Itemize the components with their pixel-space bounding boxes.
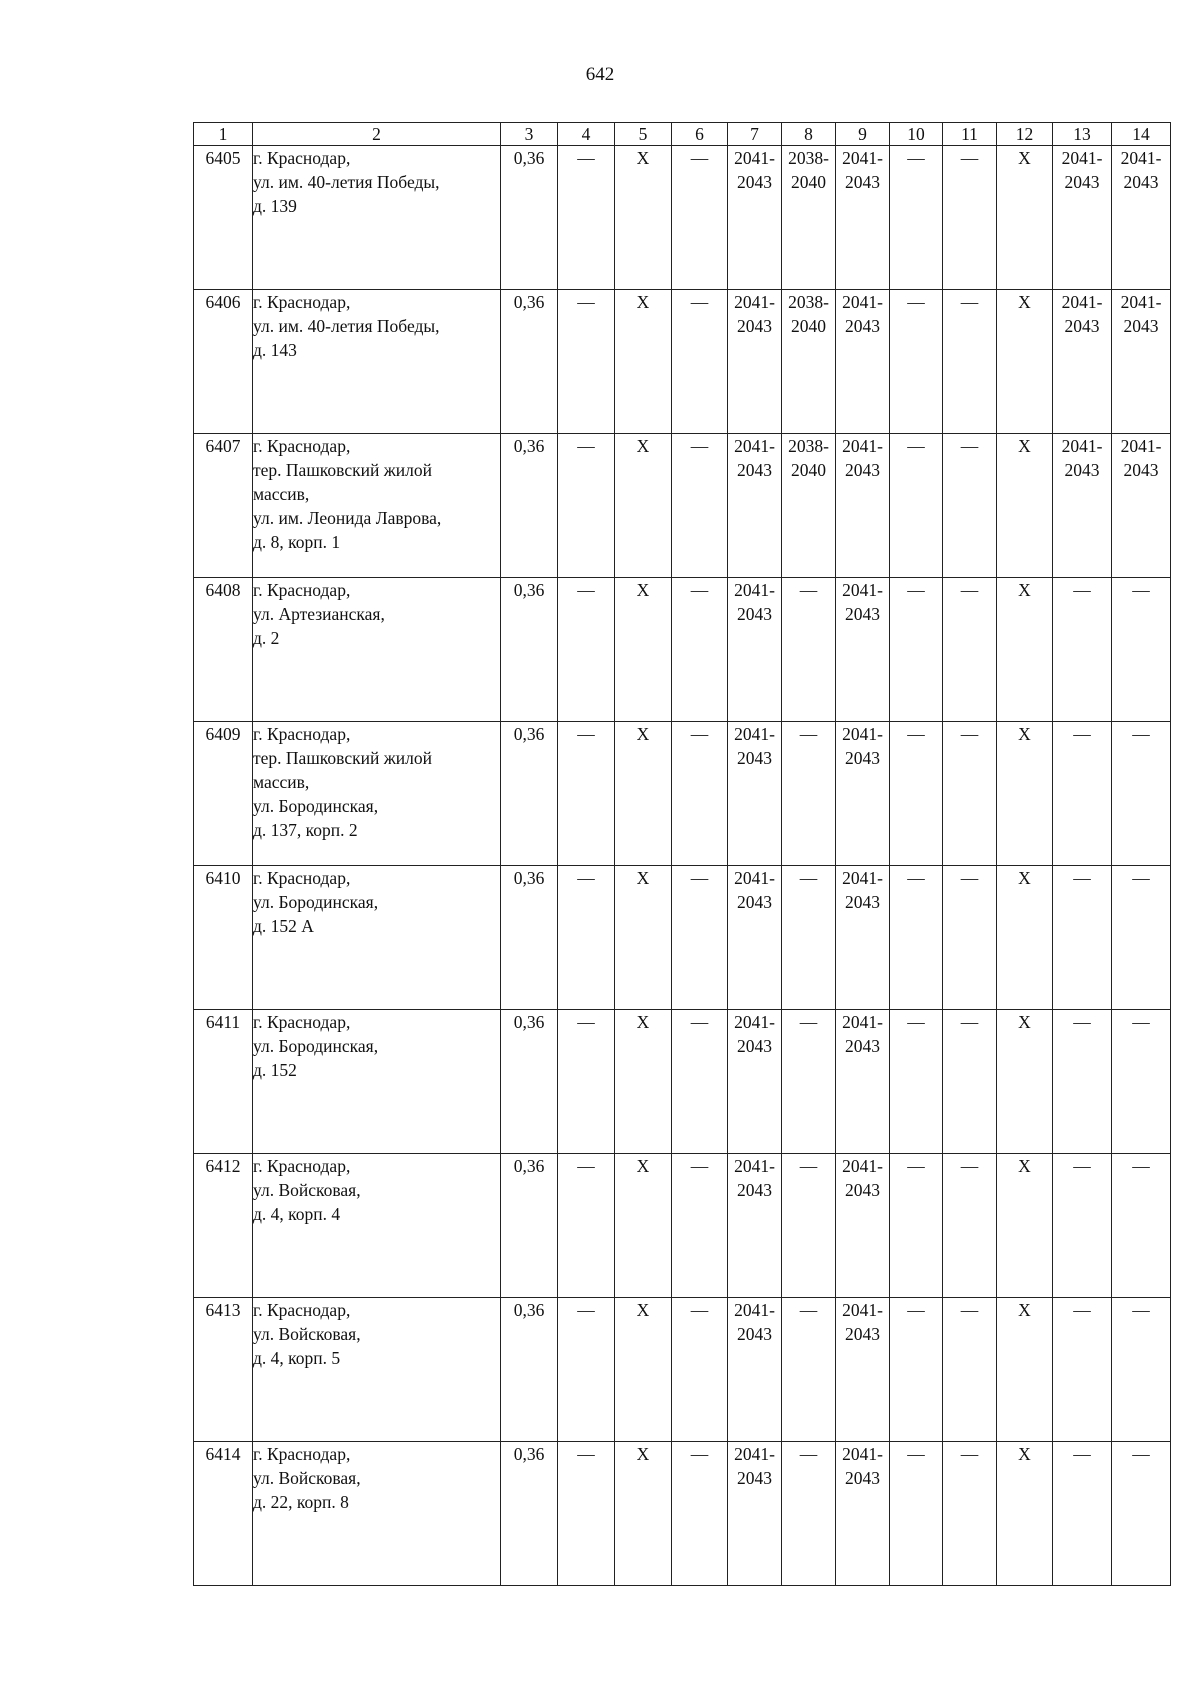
cell-c6: — [672, 1010, 728, 1154]
row-number: 6406 [194, 290, 253, 434]
cell-c9 [836, 1154, 890, 1298]
cell-line: 2038- [788, 148, 829, 168]
cell-c4: — [558, 1154, 615, 1298]
cell-line: — [1132, 724, 1150, 744]
cell-line: 2043 [845, 748, 880, 768]
column-header: 5 [615, 123, 672, 146]
cell-c4: — [558, 146, 615, 290]
cell-line: — [1132, 1444, 1150, 1464]
cell-c13 [1053, 290, 1112, 434]
cell-line: — [799, 1012, 818, 1032]
cell-c9 [836, 578, 890, 722]
cell-c13 [1053, 146, 1112, 290]
cell-c3: 0,36 [501, 1442, 558, 1586]
cell-line: 2043 [1123, 460, 1159, 480]
cell-line: — [1073, 724, 1091, 744]
cell-c8 [782, 1442, 836, 1586]
cell-line: ул. Бородинская, [253, 892, 379, 912]
cell-c5: Х [615, 722, 672, 866]
cell-c11: — [943, 1298, 997, 1442]
cell-line: 2041- [842, 1012, 883, 1032]
cell-c13 [1053, 578, 1112, 722]
table-row [194, 866, 1171, 1010]
column-header: 6 [672, 123, 728, 146]
table-row [194, 434, 1171, 578]
cell-line: ул. Войсковая, [253, 1180, 361, 1200]
cell-line: 2043 [737, 1324, 772, 1344]
cell-c9 [836, 434, 890, 578]
table-row [194, 146, 1171, 290]
cell-line: г. Краснодар, [253, 1444, 351, 1464]
cell-c4: — [558, 1010, 615, 1154]
cell-c13 [1053, 866, 1112, 1010]
cell-c4: — [558, 722, 615, 866]
cell-line: 2041- [734, 1012, 775, 1032]
cell-c11: — [943, 290, 997, 434]
cell-c11: — [943, 578, 997, 722]
cell-c6: — [672, 866, 728, 1010]
cell-line: г. Краснодар, [253, 868, 351, 888]
cell-line: д. 8, корп. 1 [253, 532, 341, 552]
cell-line: 2043 [737, 460, 772, 480]
cell-c5: Х [615, 1010, 672, 1154]
cell-line: 2041- [734, 148, 775, 168]
cell-line: 2041- [842, 148, 883, 168]
cell-line: 2038- [788, 436, 829, 456]
address-cell [253, 722, 501, 866]
row-number: 6409 [194, 722, 253, 866]
cell-line: 2041- [1061, 292, 1103, 312]
cell-c10: — [890, 146, 943, 290]
cell-c14 [1112, 722, 1171, 866]
cell-line: 2041- [842, 436, 883, 456]
cell-line: 2043 [737, 172, 772, 192]
cell-c8 [782, 722, 836, 866]
cell-c14 [1112, 146, 1171, 290]
cell-c13 [1053, 1010, 1112, 1154]
row-number: 6408 [194, 578, 253, 722]
cell-line: 2043 [737, 1036, 772, 1056]
cell-line: 2041- [842, 1300, 883, 1320]
cell-line: 2041- [734, 868, 775, 888]
cell-c5: Х [615, 1298, 672, 1442]
cell-c7 [728, 434, 782, 578]
cell-c9 [836, 866, 890, 1010]
column-header: 7 [728, 123, 782, 146]
cell-line: 2041- [842, 580, 883, 600]
cell-c7 [728, 1298, 782, 1442]
cell-line: д. 22, корп. 8 [253, 1492, 349, 1512]
column-header-row [194, 123, 1171, 146]
cell-line: ул. Войсковая, [253, 1468, 361, 1488]
cell-c10: — [890, 1154, 943, 1298]
cell-line: 2041- [734, 580, 775, 600]
address-cell [253, 1442, 501, 1586]
cell-c12: Х [997, 1298, 1053, 1442]
cell-line: — [799, 580, 818, 600]
cell-line: 2041- [842, 1444, 883, 1464]
cell-c13 [1053, 722, 1112, 866]
cell-c8 [782, 290, 836, 434]
cell-line: 2043 [737, 1468, 772, 1488]
cell-line: — [1132, 580, 1150, 600]
cell-c11: — [943, 1442, 997, 1586]
cell-c14 [1112, 1298, 1171, 1442]
cell-c14 [1112, 290, 1171, 434]
column-header: 9 [836, 123, 890, 146]
cell-c6: — [672, 146, 728, 290]
cell-c7 [728, 722, 782, 866]
cell-c3: 0,36 [501, 1298, 558, 1442]
cell-line: 2038- [788, 292, 829, 312]
cell-line: г. Краснодар, [253, 436, 351, 456]
cell-line: — [1132, 868, 1150, 888]
cell-c14 [1112, 1442, 1171, 1586]
row-number: 6412 [194, 1154, 253, 1298]
cell-c11: — [943, 1154, 997, 1298]
cell-line: — [1073, 1012, 1091, 1032]
cell-c10: — [890, 1010, 943, 1154]
cell-line: ул. им. Леонида Лаврова, [253, 508, 442, 528]
cell-line: — [799, 724, 818, 744]
cell-c4: — [558, 1442, 615, 1586]
cell-c3: 0,36 [501, 866, 558, 1010]
cell-c8 [782, 1298, 836, 1442]
cell-c14 [1112, 434, 1171, 578]
cell-c4: — [558, 434, 615, 578]
cell-c3: 0,36 [501, 1010, 558, 1154]
cell-line: 2043 [1064, 316, 1100, 336]
cell-line: 2043 [845, 604, 880, 624]
table-row [194, 1298, 1171, 1442]
column-header: 3 [501, 123, 558, 146]
row-number: 6407 [194, 434, 253, 578]
address-cell [253, 290, 501, 434]
cell-line: г. Краснодар, [253, 1012, 351, 1032]
cell-c5: Х [615, 290, 672, 434]
cell-c6: — [672, 434, 728, 578]
cell-c9 [836, 722, 890, 866]
cell-c7 [728, 290, 782, 434]
cell-c12: Х [997, 146, 1053, 290]
cell-line: тер. Пашковский жилой [253, 748, 432, 768]
column-header: 10 [890, 123, 943, 146]
cell-line: 2043 [845, 1324, 880, 1344]
cell-line: 2041- [1061, 436, 1103, 456]
cell-line: г. Краснодар, [253, 1156, 351, 1176]
cell-line: 2041- [734, 436, 775, 456]
cell-c5: Х [615, 866, 672, 1010]
cell-line: 2041- [1120, 292, 1162, 312]
cell-c10: — [890, 1442, 943, 1586]
cell-c8 [782, 866, 836, 1010]
cell-c6: — [672, 1442, 728, 1586]
cell-line: — [1073, 580, 1091, 600]
cell-line: — [1073, 868, 1091, 888]
cell-c7 [728, 146, 782, 290]
cell-c6: — [672, 578, 728, 722]
cell-c13 [1053, 1442, 1112, 1586]
cell-c12: Х [997, 290, 1053, 434]
cell-c11: — [943, 866, 997, 1010]
address-cell [253, 146, 501, 290]
column-header: 8 [782, 123, 836, 146]
cell-c5: Х [615, 146, 672, 290]
cell-c5: Х [615, 578, 672, 722]
column-header: 2 [253, 123, 501, 146]
cell-c10: — [890, 290, 943, 434]
cell-line: массив, [253, 772, 310, 792]
cell-c12: Х [997, 1154, 1053, 1298]
cell-c5: Х [615, 434, 672, 578]
cell-c12: Х [997, 434, 1053, 578]
cell-line: 2040 [791, 172, 826, 192]
cell-line: 2043 [737, 604, 772, 624]
cell-c9 [836, 290, 890, 434]
cell-line: — [1073, 1300, 1091, 1320]
row-number: 6410 [194, 866, 253, 1010]
table-row [194, 722, 1171, 866]
row-number: 6414 [194, 1442, 253, 1586]
cell-line: — [799, 868, 818, 888]
cell-line: г. Краснодар, [253, 292, 351, 312]
cell-c10: — [890, 434, 943, 578]
cell-c7 [728, 1010, 782, 1154]
cell-line: д. 4, корп. 4 [253, 1204, 341, 1224]
cell-c12: Х [997, 722, 1053, 866]
cell-line: 2041- [734, 724, 775, 744]
page-number: 642 [585, 64, 615, 85]
cell-line: д. 152 А [253, 916, 314, 936]
cell-line: ул. Бородинская, [253, 1036, 379, 1056]
row-number: 6405 [194, 146, 253, 290]
cell-c11: — [943, 1010, 997, 1154]
cell-c11: — [943, 434, 997, 578]
cell-c7 [728, 866, 782, 1010]
cell-c9 [836, 1298, 890, 1442]
cell-line: 2043 [845, 892, 880, 912]
cell-line: — [1073, 1156, 1091, 1176]
cell-line: 2041- [734, 1300, 775, 1320]
cell-line: ул. Артезианская, [253, 604, 385, 624]
cell-line: д. 4, корп. 5 [253, 1348, 341, 1368]
row-number: 6413 [194, 1298, 253, 1442]
cell-c8 [782, 1154, 836, 1298]
address-cell [253, 1010, 501, 1154]
cell-c7 [728, 1442, 782, 1586]
cell-line: 2041- [734, 1444, 775, 1464]
table-row [194, 1154, 1171, 1298]
cell-c3: 0,36 [501, 1154, 558, 1298]
cell-line: массив, [253, 484, 310, 504]
cell-line: ул. им. 40-летия Победы, [253, 316, 440, 336]
cell-line: 2041- [734, 292, 775, 312]
cell-c11: — [943, 722, 997, 866]
cell-line: 2043 [1064, 172, 1100, 192]
cell-c14 [1112, 578, 1171, 722]
address-cell [253, 1298, 501, 1442]
cell-line: г. Краснодар, [253, 724, 351, 744]
cell-c7 [728, 1154, 782, 1298]
cell-c4: — [558, 290, 615, 434]
cell-c6: — [672, 722, 728, 866]
cell-line: 2041- [734, 1156, 775, 1176]
cell-line: — [799, 1300, 818, 1320]
cell-c6: — [672, 1154, 728, 1298]
cell-c3: 0,36 [501, 290, 558, 434]
cell-c13 [1053, 1154, 1112, 1298]
cell-line: ул. им. 40-летия Победы, [253, 172, 440, 192]
cell-c3: 0,36 [501, 146, 558, 290]
address-cell [253, 866, 501, 1010]
cell-c8 [782, 434, 836, 578]
column-header: 12 [997, 123, 1053, 146]
cell-line: 2041- [1061, 148, 1103, 168]
cell-c14 [1112, 1010, 1171, 1154]
cell-line: — [1132, 1012, 1150, 1032]
cell-c12: Х [997, 1442, 1053, 1586]
cell-line: 2043 [737, 892, 772, 912]
cell-line: 2041- [1120, 436, 1162, 456]
cell-line: г. Краснодар, [253, 148, 351, 168]
column-header: 13 [1053, 123, 1112, 146]
cell-line: — [1132, 1156, 1150, 1176]
cell-c10: — [890, 722, 943, 866]
cell-line: 2041- [842, 292, 883, 312]
cell-c9 [836, 1442, 890, 1586]
registry-table [193, 122, 1171, 1586]
cell-c7 [728, 578, 782, 722]
column-header: 11 [943, 123, 997, 146]
cell-c14 [1112, 1154, 1171, 1298]
cell-c5: Х [615, 1442, 672, 1586]
cell-line: — [799, 1444, 818, 1464]
cell-c11: — [943, 146, 997, 290]
cell-line: тер. Пашковский жилой [253, 460, 432, 480]
cell-line: — [799, 1156, 818, 1176]
cell-line: 2043 [845, 1180, 880, 1200]
cell-c8 [782, 1010, 836, 1154]
cell-c12: Х [997, 866, 1053, 1010]
cell-line: 2043 [845, 172, 880, 192]
table-row [194, 1010, 1171, 1154]
cell-c5: Х [615, 1154, 672, 1298]
cell-c4: — [558, 866, 615, 1010]
cell-line: 2043 [737, 748, 772, 768]
column-header: 1 [194, 123, 253, 146]
cell-c10: — [890, 578, 943, 722]
cell-line: 2043 [737, 316, 772, 336]
cell-line: 2043 [1123, 316, 1159, 336]
cell-c6: — [672, 1298, 728, 1442]
table-row [194, 290, 1171, 434]
cell-c6: — [672, 290, 728, 434]
cell-line: д. 137, корп. 2 [253, 820, 358, 840]
cell-line: 2041- [842, 724, 883, 744]
cell-line: 2040 [791, 460, 826, 480]
column-header: 4 [558, 123, 615, 146]
cell-c13 [1053, 434, 1112, 578]
cell-c8 [782, 146, 836, 290]
cell-line: 2041- [842, 1156, 883, 1176]
cell-line: 2043 [845, 460, 880, 480]
cell-line: 2040 [791, 316, 826, 336]
cell-c4: — [558, 1298, 615, 1442]
cell-line: д. 2 [253, 628, 280, 648]
cell-c10: — [890, 1298, 943, 1442]
cell-c3: 0,36 [501, 434, 558, 578]
cell-c8 [782, 578, 836, 722]
cell-c9 [836, 146, 890, 290]
cell-line: 2043 [845, 1036, 880, 1056]
cell-c3: 0,36 [501, 722, 558, 866]
cell-c9 [836, 1010, 890, 1154]
cell-line: 2043 [1064, 460, 1100, 480]
cell-c10: — [890, 866, 943, 1010]
row-number: 6411 [194, 1010, 253, 1154]
cell-line: 2041- [1120, 148, 1162, 168]
cell-line: ул. Бородинская, [253, 796, 379, 816]
cell-line: ул. Войсковая, [253, 1324, 361, 1344]
cell-line: — [1132, 1300, 1150, 1320]
cell-line: г. Краснодар, [253, 1300, 351, 1320]
cell-line: 2043 [1123, 172, 1159, 192]
table-row [194, 1442, 1171, 1586]
cell-line: г. Краснодар, [253, 580, 351, 600]
table-row [194, 578, 1171, 722]
cell-line: д. 143 [253, 340, 297, 360]
cell-line: 2041- [842, 868, 883, 888]
cell-line: 2043 [845, 316, 880, 336]
cell-c3: 0,36 [501, 578, 558, 722]
cell-c12: Х [997, 578, 1053, 722]
cell-line: — [1073, 1444, 1091, 1464]
cell-c12: Х [997, 1010, 1053, 1154]
cell-line: 2043 [845, 1468, 880, 1488]
cell-c13 [1053, 1298, 1112, 1442]
address-cell [253, 1154, 501, 1298]
column-header: 14 [1112, 123, 1171, 146]
cell-line: 2043 [737, 1180, 772, 1200]
cell-c4: — [558, 578, 615, 722]
address-cell [253, 434, 501, 578]
cell-line: д. 139 [253, 196, 297, 216]
address-cell [253, 578, 501, 722]
cell-line: д. 152 [253, 1060, 297, 1080]
cell-c14 [1112, 866, 1171, 1010]
